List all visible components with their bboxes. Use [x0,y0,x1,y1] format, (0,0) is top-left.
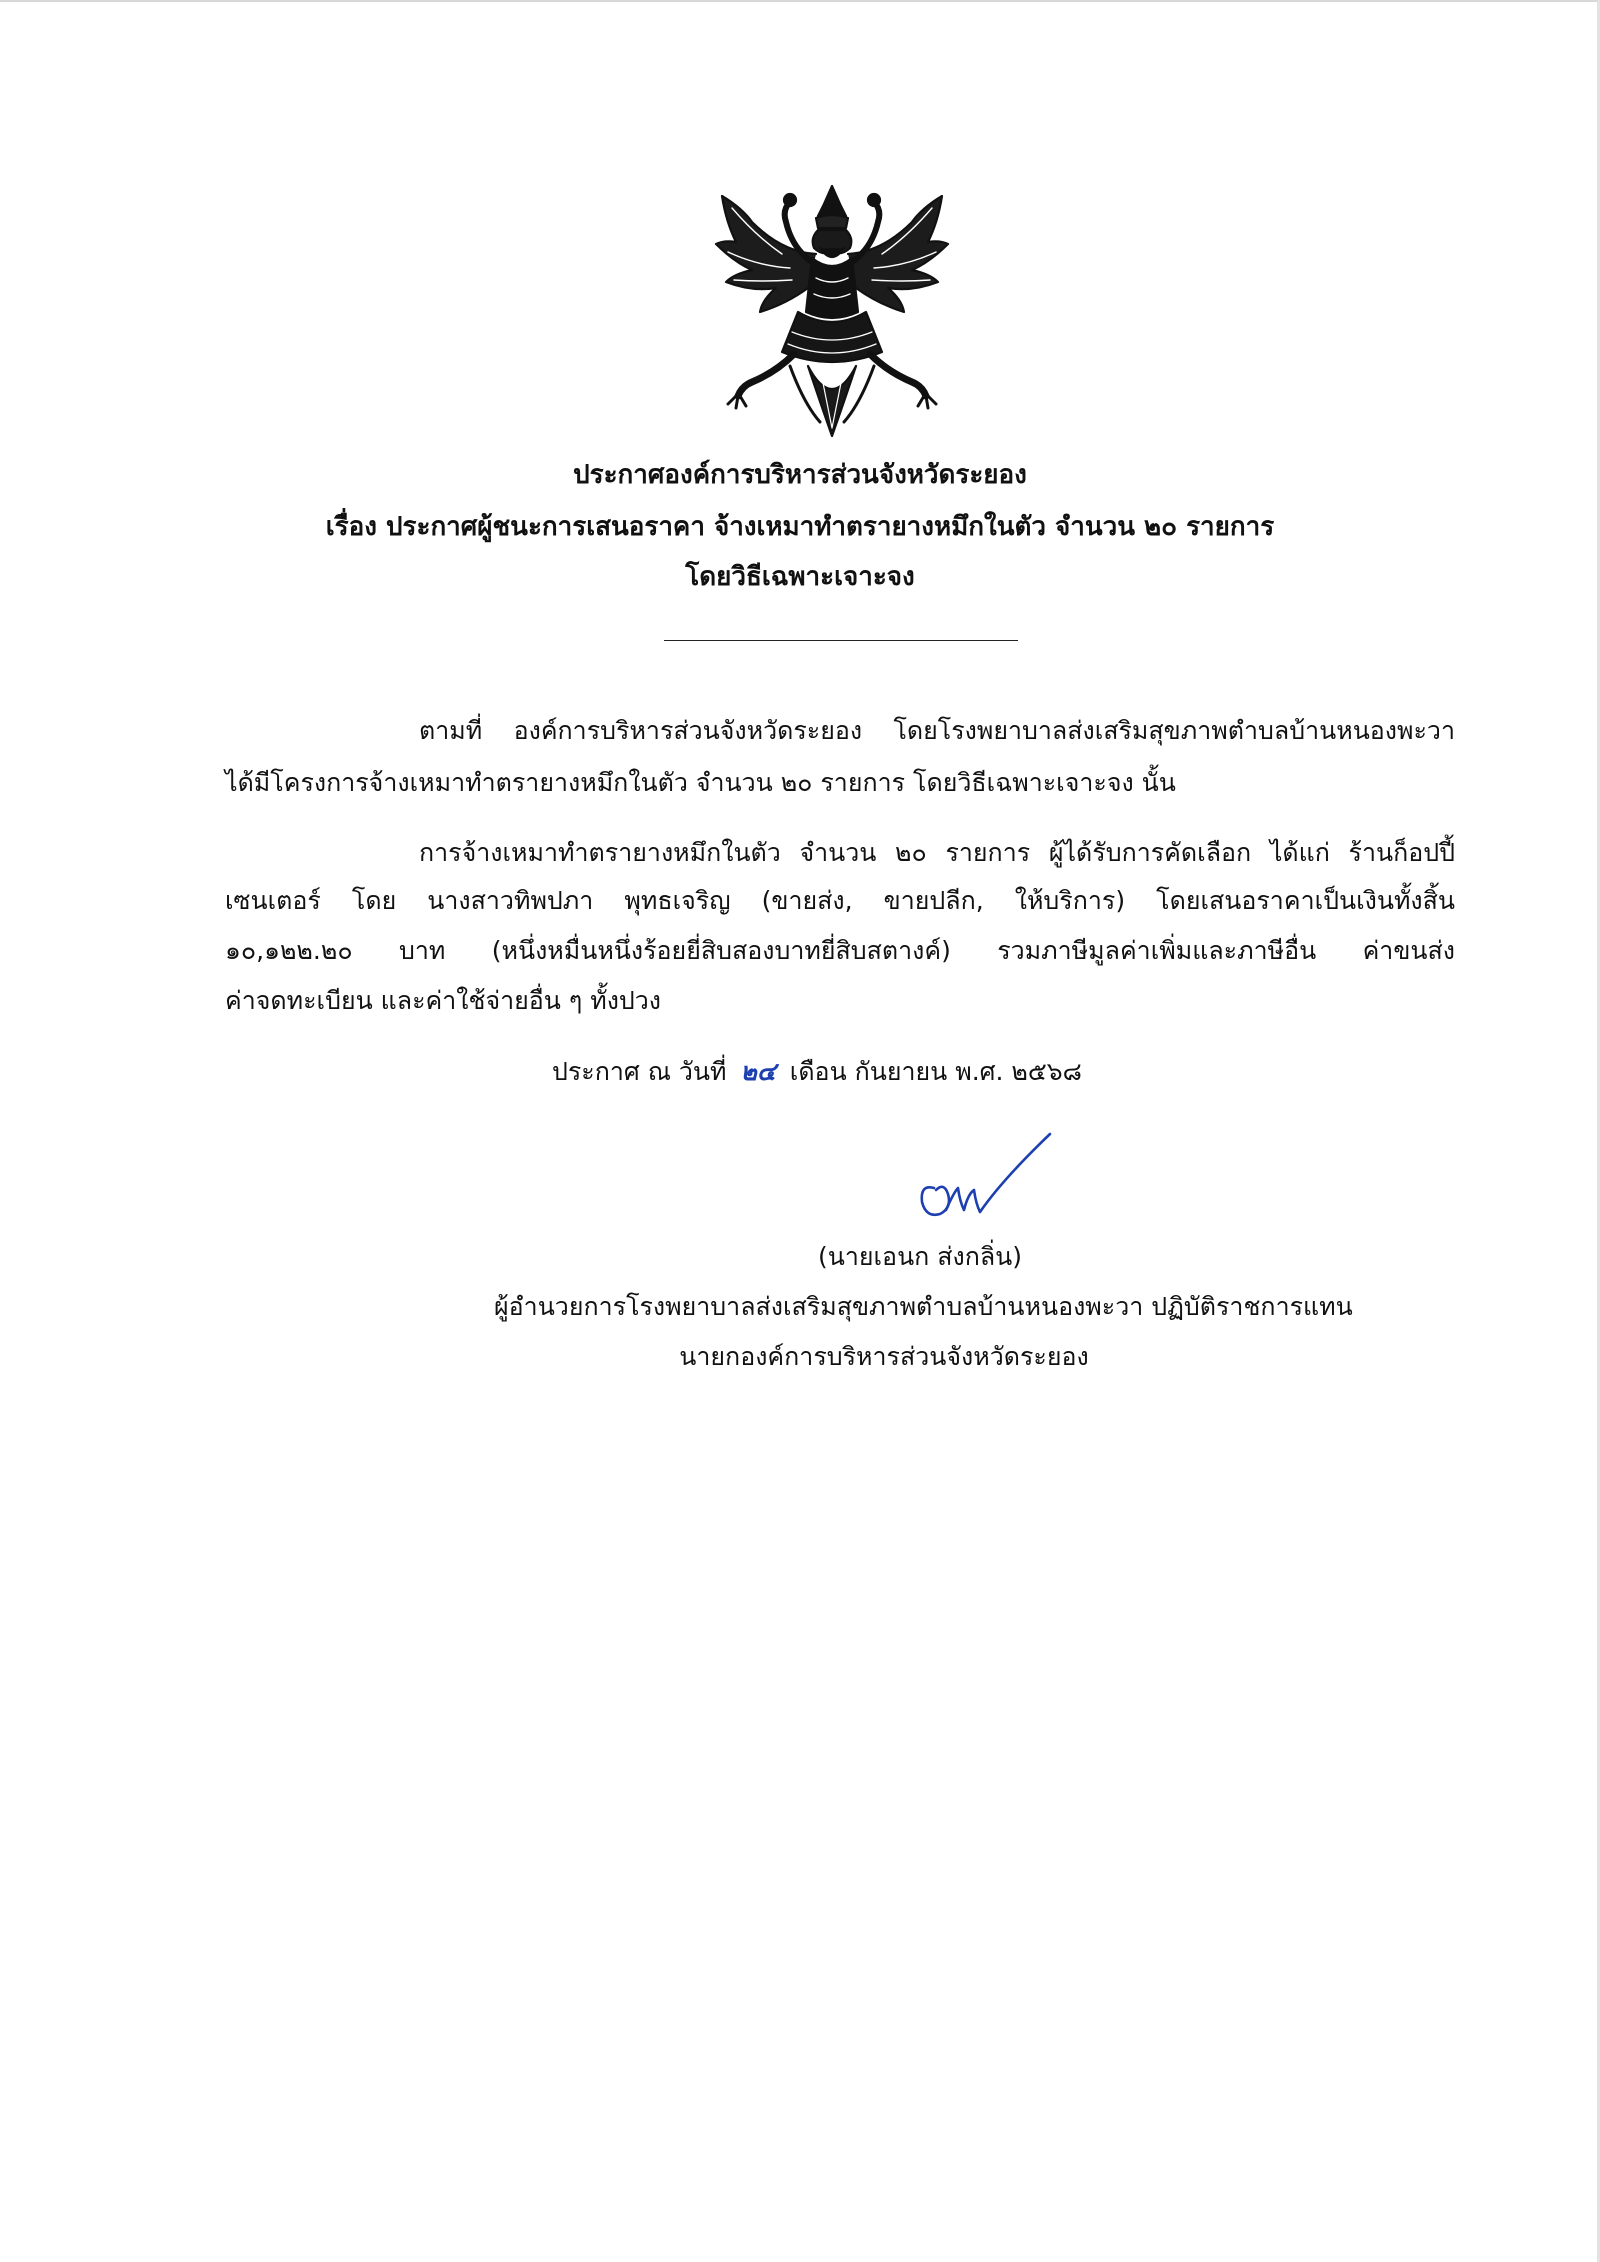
scan-edge-top [0,0,1600,2]
announcement-title: ประกาศองค์การบริหารส่วนจังหวัดระยอง [573,460,1027,490]
paragraph-2-line-1: การจ้างเหมาทำตรายางหมึกในตัว จำนวน ๒๐ รายการ ผู้ได้รับการคัดเลือก ได้แก่ ร้านก็อปปี้ [419,838,1455,867]
announcement-method: โดยวิธีเฉพาะเจาะจง [685,562,915,592]
announcement-date [552,1055,1082,1089]
garuda-emblem-icon [712,182,952,440]
announcement-subject: เรื่อง ประกาศผู้ชนะการเสนอราคา จ้างเหมาทำตรายางหมึกในตัว จำนวน ๒๐ รายการ [325,512,1275,542]
date-day-value: ๒๔ [740,1057,776,1086]
date-day [734,1055,781,1089]
paragraph-1-line-2: ได้มีโครงการจ้างเหมาทำตรายางหมึกในตัว จำนวน ๒๐ รายการ โดยวิธีเฉพาะเจาะจง นั้น [225,768,1176,797]
header-divider [664,640,1018,641]
signatory-position-line-2: นายกองค์การบริหารส่วนจังหวัดระยอง [679,1342,1089,1371]
signatory-name: (นายเอนก ส่งกลิ่น) [817,1242,1023,1271]
date-suffix: เดือน กันยายน พ.ศ. ๒๕๖๘ [789,1057,1082,1086]
date-prefix: ประกาศ ณ วันที่ [552,1057,727,1086]
paragraph-2-line-2: เซนเตอร์ โดย นางสาวทิพปภา พุทธเจริญ (ขายส่ง, ขายปลีก, ให้บริการ) โดยเสนอราคาเป็นเงินทั้งสิ้น [225,886,1455,915]
paragraph-2-line-4: ค่าจดทะเบียน และค่าใช้จ่ายอื่น ๆ ทั้งปวง [225,986,662,1015]
signatory-position-line-1: ผู้อำนวยการโรงพยาบาลส่งเสริมสุขภาพตำบลบ้านหนองพะวา ปฏิบัติราชการแทน [494,1292,1353,1321]
paragraph-1-line-1: ตามที่ องค์การบริหารส่วนจังหวัดระยอง โดยโรงพยาบาลส่งเสริมสุขภาพตำบลบ้านหนองพะวา [419,716,1455,745]
paragraph-2-line-3: ๑๐,๑๒๒.๒๐ บาท (หนึ่งหมื่นหนึ่งร้อยยี่สิบสองบาทยี่สิบสตางค์) รวมภาษีมูลค่าเพิ่มและภาษีอื่น ค่าขนส่ง [225,936,1455,965]
handwritten-signature [910,1118,1070,1238]
